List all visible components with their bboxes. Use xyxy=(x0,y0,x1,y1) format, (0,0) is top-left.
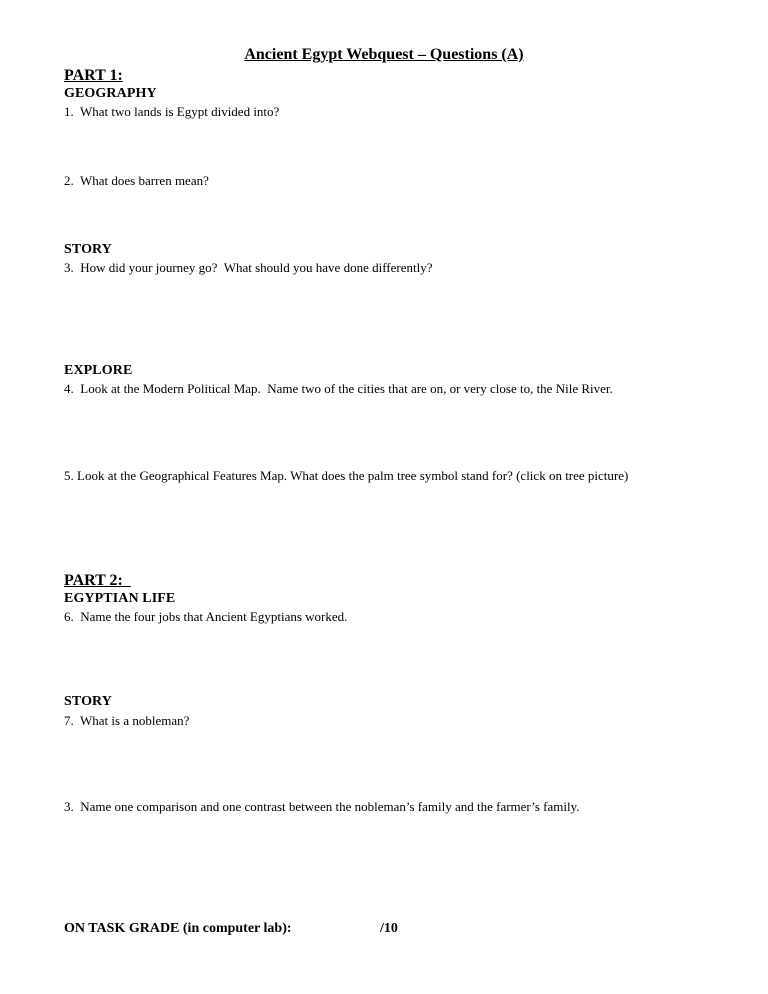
question-8: 3. Name one comparison and one contrast between the nobleman’s family and the farmer’s family. xyxy=(64,799,580,814)
question-1: 1. What two lands is Egypt divided into? xyxy=(64,104,280,119)
section-story: STORY xyxy=(64,242,112,257)
section-egyptian-life: EGYPTIAN LIFE xyxy=(64,591,176,606)
on-task-grade-label: ON TASK GRADE (in computer lab): xyxy=(64,921,292,936)
section-geography: GEOGRAPHY xyxy=(64,86,157,101)
question-7: 7. What is a nobleman? xyxy=(64,713,190,728)
on-task-grade-score: /10 xyxy=(380,921,398,936)
section-story-2: STORY xyxy=(64,694,112,709)
page-title: Ancient Egypt Webquest – Questions (A) xyxy=(244,46,524,63)
part1-heading: PART 1: xyxy=(64,67,123,84)
question-2: 2. What does barren mean? xyxy=(64,173,209,188)
question-4: 4. Look at the Modern Political Map. Name two of the cities that are on, or very close to, the Nile River. xyxy=(64,381,613,396)
question-5: 5. Look at the Geographical Features Map. What does the palm tree symbol stand for? (click on tree picture) xyxy=(64,468,629,483)
section-explore: EXPLORE xyxy=(64,363,133,378)
question-3: 3. How did your journey go? What should you have done differently? xyxy=(64,260,433,275)
part2-heading: PART 2: xyxy=(64,572,131,589)
question-6: 6. Name the four jobs that Ancient Egyptians worked. xyxy=(64,609,348,624)
